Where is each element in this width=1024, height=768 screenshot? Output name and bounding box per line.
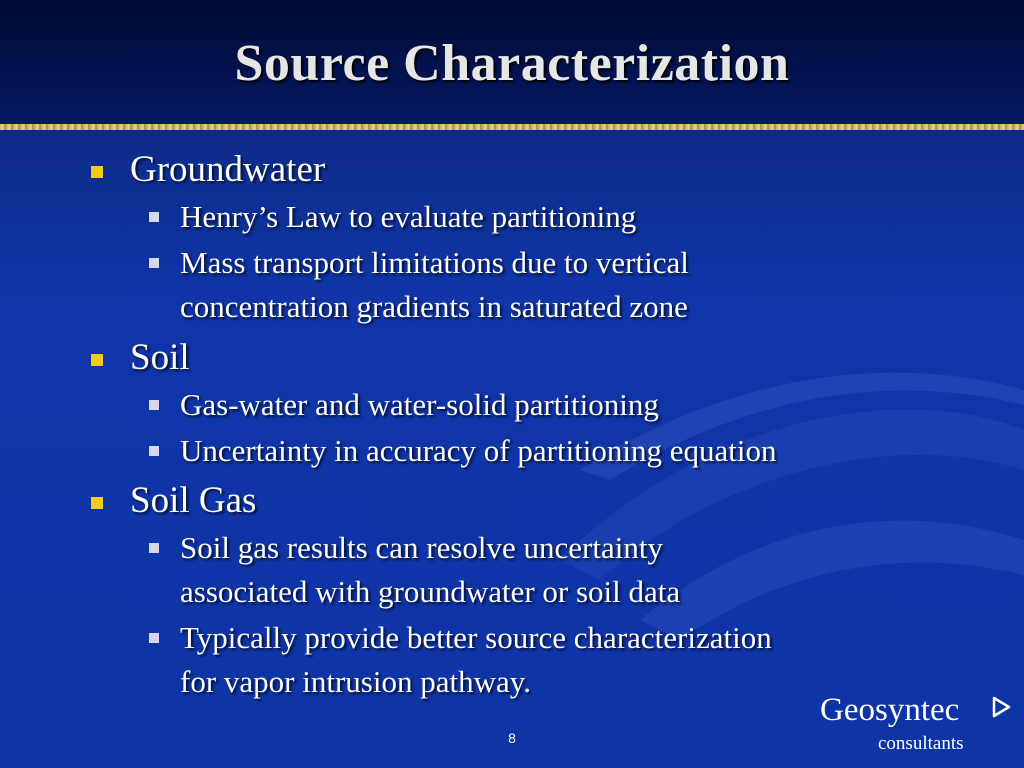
triangle-play-icon — [991, 695, 1013, 719]
sub-bullet-gas-water: Gas-water and water-solid partitioning — [180, 387, 659, 422]
sub-bullet-soil-gas-results-line2: associated with groundwater or soil data — [180, 574, 681, 609]
sub-bullet-soil-gas-results-line1: Soil gas results can resolve uncertainty — [180, 530, 663, 565]
slide-title: Source Characterization — [234, 35, 790, 92]
sub-bullet-typically-line1: Typically provide better source characterization — [180, 620, 772, 655]
sub-bullet-square-icon — [149, 400, 159, 410]
sub-bullet-square-icon — [149, 543, 159, 553]
bullet-soil-gas: Soil Gas — [130, 480, 257, 521]
sub-bullet-typically-line2: for vapor intrusion pathway. — [180, 664, 531, 699]
sub-bullet-henrys-law: Henry’s Law to evaluate partitioning — [180, 199, 637, 234]
logo-name: Geosyntec — [820, 692, 960, 728]
page-number: 8 — [508, 730, 516, 746]
bullet-square-icon — [91, 166, 103, 178]
bullet-soil: Soil — [130, 337, 190, 378]
sub-bullet-square-icon — [149, 446, 159, 456]
sub-bullet-mass-transport-line2: concentration gradients in saturated zone — [180, 289, 688, 324]
bullet-groundwater: Groundwater — [130, 149, 326, 190]
sub-bullet-mass-transport-line1: Mass transport limitations due to vertical — [180, 245, 689, 280]
sub-bullet-uncertainty: Uncertainty in accuracy of partitioning equation — [180, 433, 777, 468]
sub-bullet-square-icon — [149, 633, 159, 643]
bullet-square-icon — [91, 354, 103, 366]
bullet-square-icon — [91, 497, 103, 509]
sub-bullet-square-icon — [149, 258, 159, 268]
logo-subtitle: consultants — [878, 733, 964, 754]
sub-bullet-square-icon — [149, 212, 159, 222]
